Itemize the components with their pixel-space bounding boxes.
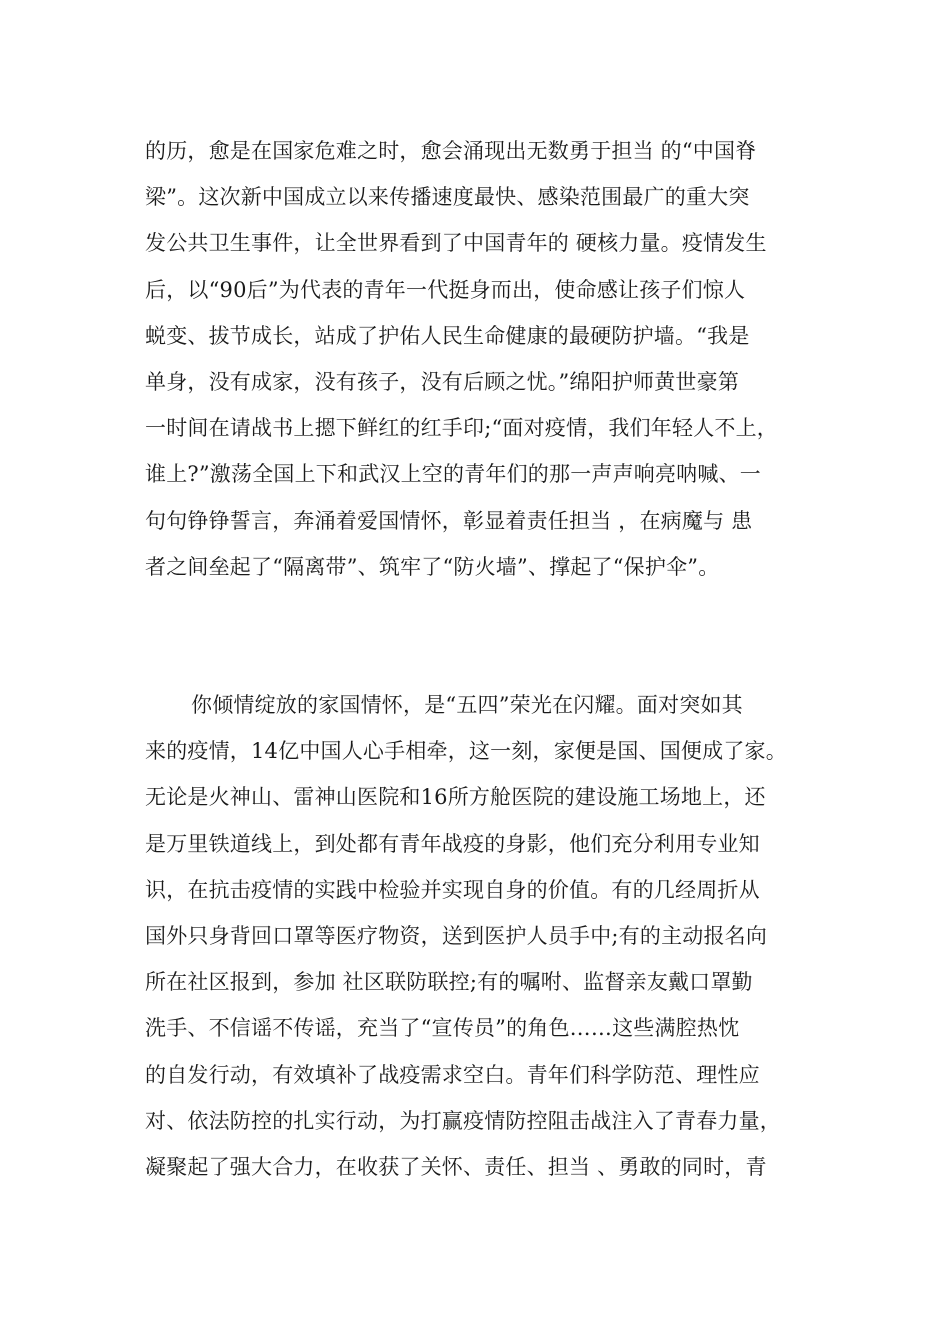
text-line: 后，以“90后”为代表的青年一代挺身而出，使命感让孩子们惊人	[145, 277, 746, 302]
text-line: 单身，没有成家，没有孩子，没有后顾之忧。”绵阳护师黄世豪第	[145, 369, 740, 394]
text-line: 无论是火神山、雷神山医院和16所方舱医院的建设施工场地上，还	[145, 785, 766, 810]
text-line: 者之间垒起了“隔离带”、筑牢了“防火墙”、撑起了“保护伞”。	[145, 554, 720, 579]
text-line: 发公共卫生事件，让全世界看到了中国青年的 硬核力量。疫情发生	[145, 231, 767, 256]
text-line: 国外只身背回口罩等医疗物资，送到医护人员手中;有的主动报名向	[145, 923, 768, 948]
paragraph-2	[145, 682, 805, 1190]
text-line: 所在社区报到，参加 社区联防联控;有的嘱咐、监督亲友戴口罩勤	[145, 970, 753, 995]
text-line: 是万里铁道线上，到处都有青年战疫的身影，他们充分利用专业知	[145, 831, 760, 856]
text-line: 谁上?”激荡全国上下和武汉上空的青年们的那一声声响亮呐喊、一	[145, 462, 761, 487]
text-line: 来的疫情，14亿中国人心手相牵，这一刻，家便是国、国便成了家。	[145, 739, 787, 764]
text-line: 的自发行动，有效填补了战疫需求空白。青年们科学防范、理性应	[145, 1062, 760, 1087]
text-line: 蜕变、拔节成长，站成了护佑人民生命健康的最硬防护墙。“我是	[145, 323, 750, 348]
text-line: 一时间在请战书上摁下鲜红的红手印;“面对疫情，我们年轻人不上，	[145, 416, 779, 441]
text-line: 句句铮铮誓言，奔涌着爱国情怀，彰显着责任担当 ，在病魔与 患	[145, 508, 753, 533]
text-line: 的历，愈是在国家危难之时，愈会涌现出无数勇于担当 的“中国脊	[145, 139, 757, 163]
paragraph-1	[145, 128, 805, 590]
text-line: 对、依法防控的扎实行动，为打赢疫情防控阻击战注入了青春力量，	[145, 1108, 781, 1133]
text-line: 梁”。这次新中国成立以来传播速度最快、感染范围最广的重大突	[145, 185, 750, 210]
text-line: 凝聚起了强大合力，在收获了关怀、责任、担当 、勇敢的同时，青	[145, 1154, 767, 1179]
text-line-first: 你倾情绽放的家国情怀，是“五四”荣光在闪耀。面对突如其	[191, 693, 743, 717]
text-line: 识，在抗击疫情的实践中检验并实现自身的价值。有的几经周折从	[145, 877, 760, 902]
text-line: 洗手、不信谣不传谣，充当了“宣传员”的角色……这些满腔热忱	[145, 1016, 740, 1041]
